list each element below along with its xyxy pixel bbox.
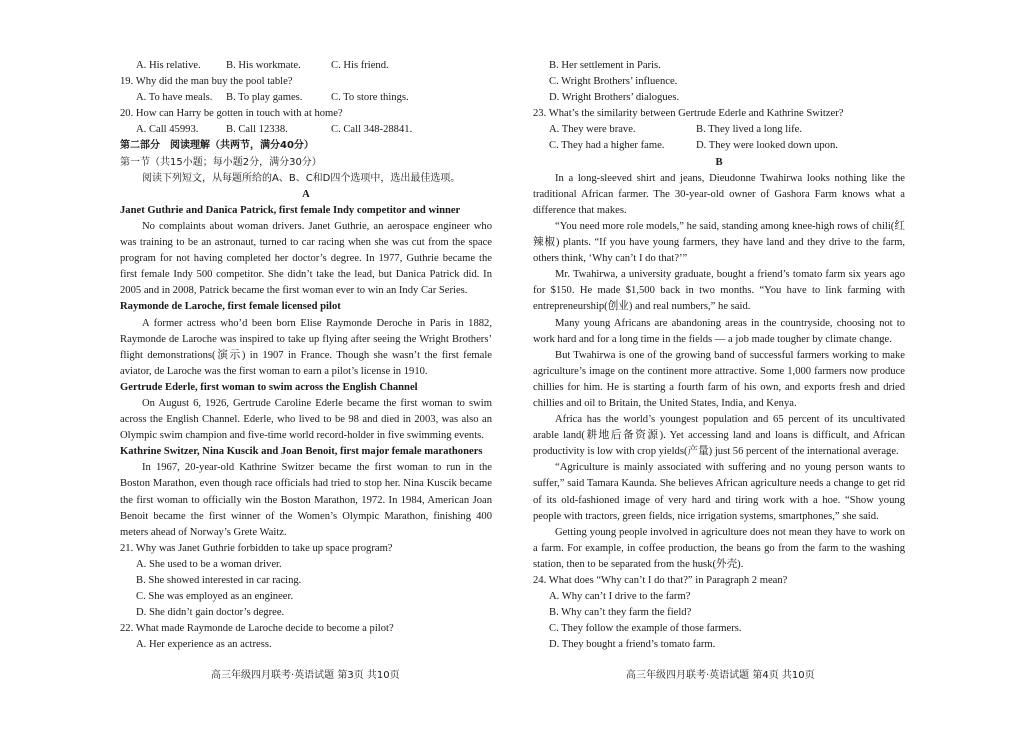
heading-ederle: Gertrude Ederle, first woman to swim across the English Channel — [120, 381, 418, 393]
option: A. They were brave. — [549, 124, 636, 136]
q24-option-a: A. Why can’t I drive to the farm? — [549, 591, 691, 603]
q23-options-row-2 — [533, 138, 905, 154]
option: B. Call 12338. — [226, 124, 288, 136]
q23-options-row-1 — [533, 122, 905, 138]
passage-b-title: B — [715, 156, 723, 168]
option: B. To play games. — [226, 92, 303, 104]
question-23: 23. What’s the similarity between Gertrude Ederle and Kathrine Switzer? — [533, 108, 844, 120]
heading-guthrie: Janet Guthrie and Danica Patrick, first female Indy competitor and winner — [120, 204, 461, 216]
option: C. His friend. — [331, 60, 389, 71]
question-19: 19. Why did the man buy the pool table? — [120, 76, 293, 88]
q24-option-b: B. Why can’t they farm the field? — [549, 607, 692, 619]
q18-options — [120, 58, 492, 74]
paragraph-laroche: A former actress who’d been born Elise Raymonde Deroche in Paris in 1882, Raymonde de Laroche was inspired to take up flying after seeing the Wright Brothers’ flight demonstrations(演示) in 1907 in France. Though she wasn’t the first female aviator, de Laroche was the first woman to earn a pilot’s license in 1910. — [120, 317, 492, 377]
q21-option-d: D. She didn’t gain doctor’s degree. — [136, 607, 285, 619]
paragraph-b8: Getting young people involved in agriculture does not mean they have to work on a farm. For example, in coffee production, the beans go from the farm to the washing station, then to be separated from the husk(外壳). — [533, 526, 905, 570]
left-column — [120, 58, 492, 653]
heading-marathoners: Kathrine Switzer, Nina Kuscik and Joan Benoit, first major female marathoners — [120, 446, 483, 458]
option: A. His relative. — [136, 60, 201, 71]
q22-option-c: C. Wright Brothers’ influence. — [549, 76, 678, 88]
passage-a-title: A — [302, 188, 310, 200]
paragraph-b5: But Twahirwa is one of the growing band of successful farmers working to make agriculture’s image on the continent more attractive. Some 1,000 farmers now produce chillies for him. He is starting a fourth farm of his own, and exports fresh and dried chillies and oil to Britain, the United States, India, and Kenya. — [533, 349, 905, 409]
paragraph-guthrie: No complaints about woman drivers. Janet Guthrie, an aerospace engineer who was training to be an astronaut, turned to car racing when she was cut from the space program for not having completed her doctor’s degree. In 1977, Guthrie became the first female Indy 500 competitor. She didn’t take the lead, but Danica Patrick did. In 2005 and in 2008, Patrick became the first woman ever to win an Indy Car Series. — [120, 220, 492, 297]
q20-options — [120, 122, 492, 138]
option: A. Call 45993. — [136, 124, 199, 136]
question-20: 20. How can Harry be gotten in touch with at home? — [120, 108, 343, 120]
option: C. To store things. — [331, 92, 409, 104]
part-2-title: 第二部分 阅读理解（共两节，满分40分） — [120, 140, 314, 152]
paragraph-marathoners: In 1967, 20-year-old Kathrine Switzer became the first woman to run in the Boston Marathon, even though race officials had tried to stop her. Nina Kuscik became the first woman to officially win the Boston Marathon, 1972. In 1984, American Joan Benoit became the first winner of the Women’s Olympic Marathon, finishing 400 meters ahead of Norway’s Grete Waitz. — [120, 462, 492, 538]
option: C. Call 348-28841. — [331, 124, 413, 136]
question-22: 22. What made Raymonde de Laroche decide to become a pilot? — [120, 623, 394, 635]
q21-option-a: A. She used to be a woman driver. — [136, 558, 282, 570]
page-footer-right: 高三年级四月联考·英语试题 第4页 共10页 — [626, 670, 815, 681]
q22-option-b: B. Her settlement in Paris. — [549, 60, 661, 71]
paragraph-b3: Mr. Twahirwa, a university graduate, bought a friend’s tomato farm six years ago for $150. He made $1,500 back in two months. “You have to link farming with entrepreneurship(创业) and real numbers,” he said. — [533, 269, 905, 313]
q19-options — [120, 90, 492, 106]
option: D. They were looked down upon. — [696, 140, 838, 152]
heading-laroche: Raymonde de Laroche, first female licensed pilot — [120, 301, 341, 313]
q24-option-c: C. They follow the example of those farmers. — [549, 623, 742, 635]
paragraph-b2: “You need more role models,” he said, standing among knee-high rows of chili(红辣椒) plants. “If you have young farmers, they have land and they drive to the farm, others think, ‘Why can’t I do that?’” — [533, 220, 905, 265]
page-footer-left: 高三年级四月联考·英语试题 第3页 共10页 — [211, 670, 400, 681]
q22-option-a: A. Her experience as an actress. — [136, 639, 272, 651]
paragraph-b1: In a long-sleeved shirt and jeans, Dieudonne Twahirwa looks nothing like the traditional African farmer. The 30-year-old owner of Gashora Farm knows what a difference that makes. — [533, 172, 905, 216]
option: C. They had a higher fame. — [549, 140, 665, 152]
q21-option-c: C. She was employed as an engineer. — [136, 591, 294, 603]
right-column — [533, 58, 905, 653]
q24-option-d: D. They bought a friend’s tomato farm. — [549, 639, 716, 651]
paragraph-b6: Africa has the world’s youngest population and 65 percent of its uncultivated arable land(耕地后备资源). Yet accessing land and loans is difficult, and African productivity is low with crop yields(产量) just 56 percent of the international average. — [533, 414, 905, 458]
option: A. To have meals. — [136, 92, 213, 104]
paragraph-ederle: On August 6, 1926, Gertrude Caroline Ederle became the first woman to swim across the English Channel. Ederle, who lived to be 98 and died in 2003, was also an Olympic swim champion and five-time world record-holder in five swimming events. — [120, 397, 492, 442]
q22-option-d: D. Wright Brothers’ dialogues. — [549, 92, 680, 104]
paragraph-b4: Many young Africans are abandoning areas in the countryside, choosing not to work hard and for a long time in the fields — a job made tougher by climate change. — [533, 317, 905, 345]
option: B. They lived a long life. — [696, 124, 803, 136]
option: B. His workmate. — [226, 60, 301, 71]
q21-option-b: B. She showed interested in car racing. — [136, 575, 302, 586]
paragraph-b7: “Agriculture is mainly associated with suffering and no young person wants to suffer,” said Tamara Kaunda. She believes African agriculture needs a change to get rid of its old-fashioned image of very hard and tiring work with a hoe. “Show young people with tractors, green fields, nice irrigation systems, smartphones,” she said. — [533, 462, 905, 522]
section-1-title: 第一节（共15小题；每小题2分，满分30分） — [120, 156, 322, 168]
instructions: 阅读下列短文，从每题所给的A、B、C和D四个选项中，选出最佳选项。 — [142, 172, 461, 184]
question-21: 21. Why was Janet Guthrie forbidden to take up space program? — [120, 542, 393, 554]
question-24: 24. What does “Why can’t I do that?” in Paragraph 2 mean? — [533, 575, 788, 586]
